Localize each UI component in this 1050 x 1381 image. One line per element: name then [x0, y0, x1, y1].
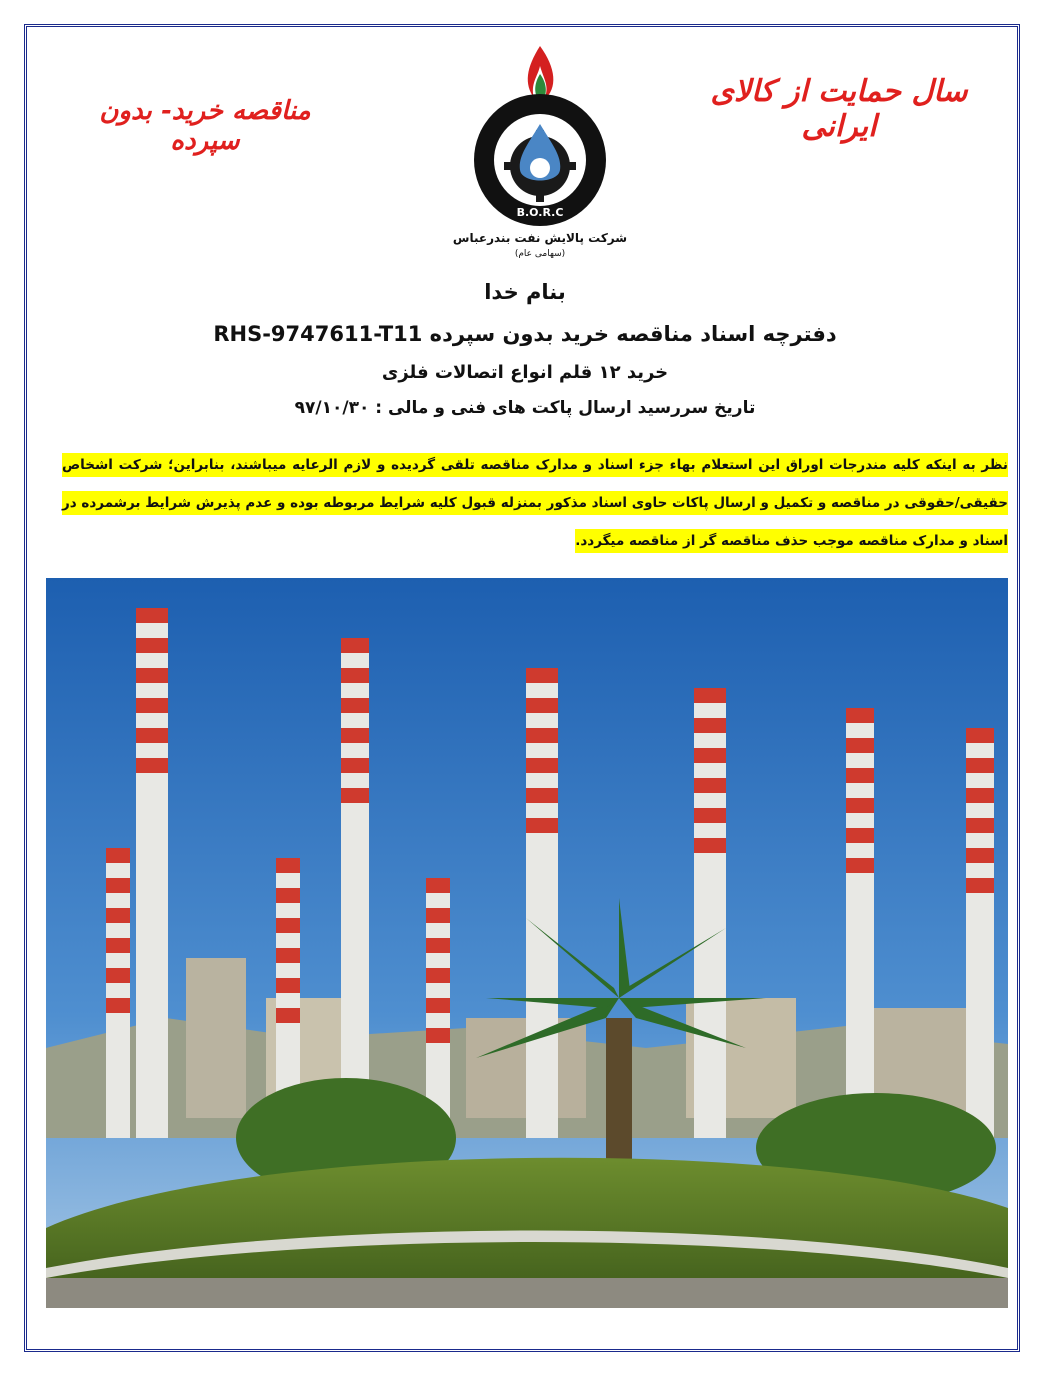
- company-logo: [440, 36, 640, 258]
- document-title: دفترچه اسناد مناقصه خرید بدون سپرده RHS-9747611-T11: [213, 322, 837, 346]
- tender-type-label: مناقصه خرید- بدون سپرده: [99, 96, 311, 156]
- refinery-photo: [46, 578, 1008, 1308]
- bismillah-heading: بنام خدا: [484, 280, 566, 304]
- logo-company-name: شرکت پالایش نفت بندرعباس: [452, 231, 628, 245]
- submission-deadline: تاریخ سررسید ارسال پاکت های فنی و مالی : ۹۷/۱۰/۳۰: [294, 398, 756, 418]
- tender-notice: [62, 446, 1008, 560]
- logo-acronym: B.O.R.C: [516, 206, 564, 219]
- tender-subject: خرید ۱۲ قلم انواع اتصالات فلزی: [381, 362, 669, 383]
- notice-text: نظر به اینکه کلیه مندرجات اوراق این استعلام بهاء جزء اسناد و مدارک مناقصه تلقی گردیده و لازم الرعایه میباشند، بنابراین؛ شرکت اشخاص حقیقی/حقوقی در مناقصه و تکمیل و ارسال پاکات حاوی اسناد مذکور بمنزله قبول کلیه شرایط مربوطه بوده و عدم پذیرش شرایط برشمرده در اسناد و مدارک مناقصه موجب حذف مناقصه گر از مناقصه میگردد.: [62, 453, 1008, 553]
- logo-company-type: (سهامی عام): [514, 249, 566, 258]
- slogan-year: سال حمایت از کالای ایرانی: [710, 74, 968, 144]
